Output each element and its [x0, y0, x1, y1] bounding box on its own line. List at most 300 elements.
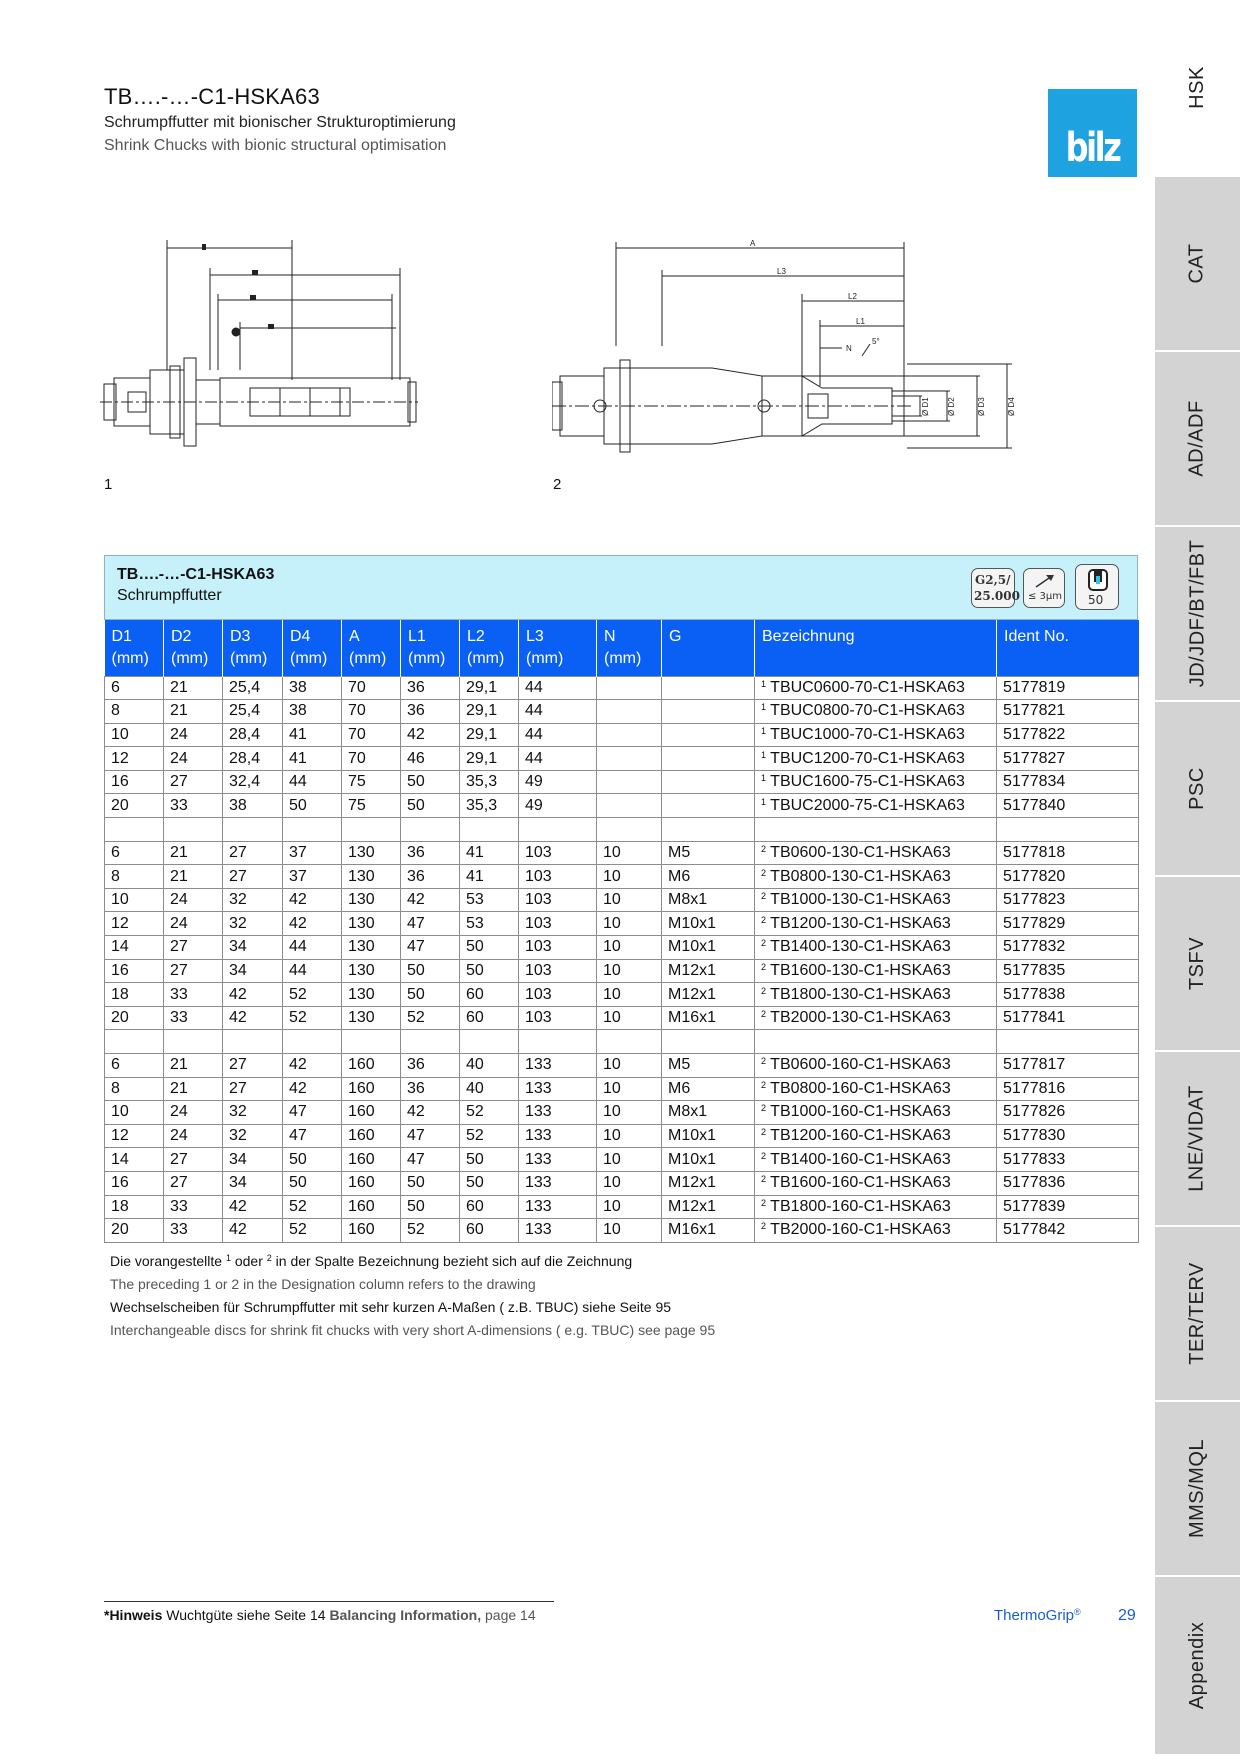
figure-1-label: 1 — [104, 476, 113, 493]
table-cell: 60 — [460, 1006, 519, 1030]
technical-drawing-1 — [100, 230, 420, 480]
table-cell — [283, 818, 342, 842]
table-cell: 60 — [460, 1219, 519, 1243]
table-cell: 5177836 — [997, 1171, 1139, 1195]
note-discs-de: Wechselscheiben für Schrumpffutter mit sehr kurzen A-Maßen ( z.B. TBUC) siehe Seite 95 — [110, 1299, 672, 1315]
table-cell: M8x1 — [662, 1101, 755, 1125]
table-cell — [597, 700, 662, 724]
table-cell: 130 — [342, 959, 401, 983]
table-cell: 53 — [460, 912, 519, 936]
table-cell: 10 — [105, 723, 164, 747]
table-cell: 70 — [342, 676, 401, 700]
footer-hint: *Hinweis Wuchtgüte siehe Seite 14 Balancing Information, page 14 — [104, 1607, 536, 1623]
table-caption — [104, 555, 1138, 620]
table-cell: 50 — [460, 936, 519, 960]
table-cell: $^2$ TB1800-160-C1-HSKA63 — [755, 1195, 997, 1219]
table-cell: 5177829 — [997, 912, 1139, 936]
table-cell: 46 — [401, 747, 460, 771]
table-cell: 28,4 — [223, 747, 283, 771]
dim-label-n: N — [846, 344, 852, 353]
table-cell — [662, 723, 755, 747]
table-cell: 38 — [283, 700, 342, 724]
dim-label-d2: Ø D2 — [947, 397, 956, 416]
note-discs-en: Interchangeable discs for shrink fit chucks with very short A-dimensions ( e.g. TBUC) see page 95 — [110, 1322, 716, 1338]
table-cell: 27 — [223, 1054, 283, 1078]
table-cell: 36 — [401, 865, 460, 889]
table-cell: 12 — [105, 747, 164, 771]
table-row — [105, 676, 1139, 700]
table-cell: 34 — [223, 959, 283, 983]
table-cell: 21 — [164, 841, 223, 865]
table-cell: 29,1 — [460, 747, 519, 771]
table-cell — [662, 1030, 755, 1054]
table-row — [105, 818, 1139, 842]
table-cell: 10 — [597, 1006, 662, 1030]
table-cell: 27 — [223, 1077, 283, 1101]
table-cell: 44 — [519, 676, 597, 700]
table-cell: 160 — [342, 1219, 401, 1243]
table-row — [105, 912, 1139, 936]
table-row — [105, 1124, 1139, 1148]
table-cell: 50 — [401, 1195, 460, 1219]
table-cell: 52 — [460, 1101, 519, 1125]
table-cell: 52 — [283, 1195, 342, 1219]
table-cell: 38 — [283, 676, 342, 700]
table-cell: 70 — [342, 700, 401, 724]
table-cell: 29,1 — [460, 723, 519, 747]
table-cell: 53 — [460, 888, 519, 912]
table-cell: 10 — [597, 959, 662, 983]
table-cell: 36 — [401, 841, 460, 865]
table-cell: 32 — [223, 1124, 283, 1148]
table-cell: 42 — [223, 1195, 283, 1219]
table-cell: 5177826 — [997, 1101, 1139, 1125]
table-cell: 6 — [105, 841, 164, 865]
table-cell: 42 — [283, 1054, 342, 1078]
table-cell: 12 — [105, 1124, 164, 1148]
table-cell: 10 — [597, 912, 662, 936]
table-cell: 50 — [460, 959, 519, 983]
column-header: D1 (mm) — [105, 620, 164, 676]
side-tab-bar — [1155, 0, 1240, 1754]
table-cell: 50 — [283, 794, 342, 818]
tab-ad-adf[interactable]: AD/ADF — [1155, 352, 1240, 525]
table-cell: M12x1 — [662, 1171, 755, 1195]
tab-appendix[interactable]: Appendix — [1155, 1577, 1240, 1754]
table-cell: 14 — [105, 1148, 164, 1172]
table-cell: $^2$ TB1600-130-C1-HSKA63 — [755, 959, 997, 983]
table-row — [105, 1219, 1139, 1243]
table-cell: 24 — [164, 912, 223, 936]
tab-tsfv[interactable]: TSFV — [1155, 877, 1240, 1050]
table-cell: M12x1 — [662, 983, 755, 1007]
table-cell: 50 — [283, 1171, 342, 1195]
table-cell: $^1$ TBUC1600-75-C1-HSKA63 — [755, 770, 997, 794]
dim-label-angle: 5° — [872, 337, 880, 346]
tab-cat[interactable]: CAT — [1155, 177, 1240, 350]
table-cell: 36 — [401, 1054, 460, 1078]
table-cell: 29,1 — [460, 676, 519, 700]
table-cell: 34 — [223, 1171, 283, 1195]
table-cell — [662, 770, 755, 794]
table-cell: 14 — [105, 936, 164, 960]
table-cell: 40 — [460, 1077, 519, 1101]
table-cell: 50 — [283, 1148, 342, 1172]
table-cell: 133 — [519, 1148, 597, 1172]
table-cell: 20 — [105, 1006, 164, 1030]
technical-drawing-2 — [552, 236, 1022, 476]
table-cell: 5177830 — [997, 1124, 1139, 1148]
table-cell: 10 — [597, 1101, 662, 1125]
table-cell: 32 — [223, 1101, 283, 1125]
table-cell — [997, 1030, 1139, 1054]
table-row — [105, 747, 1139, 771]
table-cell: 27 — [164, 770, 223, 794]
table-cell: 5177818 — [997, 841, 1139, 865]
page-title: TB….-…-C1-HSKA63 — [104, 84, 320, 109]
table-cell: 32,4 — [223, 770, 283, 794]
table-cell: 33 — [164, 1006, 223, 1030]
brand-name: ThermoGrip® — [994, 1607, 1081, 1624]
table-cell: 75 — [342, 794, 401, 818]
table-cell: 5177816 — [997, 1077, 1139, 1101]
table-cell: 50 — [401, 983, 460, 1007]
table-cell: $^2$ TB1000-160-C1-HSKA63 — [755, 1101, 997, 1125]
table-cell: 33 — [164, 983, 223, 1007]
table-cell: $^2$ TB0800-130-C1-HSKA63 — [755, 865, 997, 889]
table-cell: 47 — [401, 1124, 460, 1148]
figure-2-label: 2 — [553, 476, 562, 493]
bilz-logo — [1048, 89, 1137, 177]
table-cell: M10x1 — [662, 912, 755, 936]
table-row — [105, 1006, 1139, 1030]
table-cell: 24 — [164, 1101, 223, 1125]
table-cell: 38 — [223, 794, 283, 818]
table-cell: 133 — [519, 1124, 597, 1148]
table-cell: 35,3 — [460, 770, 519, 794]
table-cell — [342, 818, 401, 842]
note-drawing-reference-de: Die vorangestellte $^1$ oder $^2$ in der Spalte Bezeichnung bezieht sich auf die Zeichnung — [110, 1253, 633, 1269]
dim-label-a: A — [750, 239, 756, 248]
table-cell: M12x1 — [662, 959, 755, 983]
table-cell: 103 — [519, 1006, 597, 1030]
table-cell — [460, 818, 519, 842]
column-header: Ident No. — [997, 620, 1139, 676]
table-cell: 10 — [597, 936, 662, 960]
table-cell: $^2$ TB1200-160-C1-HSKA63 — [755, 1124, 997, 1148]
tab-lne-vidat[interactable]: LNE/VIDAT — [1155, 1052, 1240, 1225]
table-cell: 160 — [342, 1124, 401, 1148]
pack-count-badge: 50 — [1075, 564, 1119, 610]
table-cell: 130 — [342, 983, 401, 1007]
table-cell — [342, 1030, 401, 1054]
table-cell: M6 — [662, 865, 755, 889]
table-cell: 60 — [460, 1195, 519, 1219]
table-cell: 42 — [401, 888, 460, 912]
tool-holder-icon — [1087, 568, 1109, 592]
table-cell — [997, 818, 1139, 842]
table-cell: 16 — [105, 770, 164, 794]
table-cell: 44 — [283, 770, 342, 794]
table-cell: 32 — [223, 912, 283, 936]
table-cell: 16 — [105, 959, 164, 983]
table-cell: 10 — [597, 888, 662, 912]
table-cell: 50 — [401, 794, 460, 818]
table-cell: 10 — [105, 1101, 164, 1125]
table-cell: 42 — [223, 1219, 283, 1243]
column-header: G — [662, 620, 755, 676]
page-number: 29 — [1118, 1607, 1136, 1624]
table-cell: 160 — [342, 1101, 401, 1125]
table-cell — [662, 794, 755, 818]
table-cell: 50 — [401, 770, 460, 794]
table-cell: 5177834 — [997, 770, 1139, 794]
table-cell: 47 — [401, 1148, 460, 1172]
table-cell: 49 — [519, 770, 597, 794]
table-row — [105, 770, 1139, 794]
table-cell: 29,1 — [460, 700, 519, 724]
table-cell: M6 — [662, 1077, 755, 1101]
table-cell: $^2$ TB0600-130-C1-HSKA63 — [755, 841, 997, 865]
table-cell: M12x1 — [662, 1195, 755, 1219]
table-cell — [519, 818, 597, 842]
table-cell: 28,4 — [223, 723, 283, 747]
table-cell — [401, 818, 460, 842]
table-cell: 10 — [597, 1219, 662, 1243]
table-cell: 24 — [164, 747, 223, 771]
table-cell: 52 — [283, 1219, 342, 1243]
column-header: A (mm) — [342, 620, 401, 676]
table-cell — [662, 747, 755, 771]
table-cell — [597, 770, 662, 794]
table-cell: 5177819 — [997, 676, 1139, 700]
tab-jd-jdf-bt-fbt[interactable]: JD/JDF/BT/FBT — [1155, 527, 1240, 700]
table-cell: 50 — [460, 1148, 519, 1172]
table-cell: 21 — [164, 1077, 223, 1101]
table-cell: 18 — [105, 1195, 164, 1219]
table-cell: 5177827 — [997, 747, 1139, 771]
table-cell — [223, 1030, 283, 1054]
table-cell: 44 — [519, 700, 597, 724]
table-cell: 40 — [460, 1054, 519, 1078]
table-row — [105, 841, 1139, 865]
table-cell: 50 — [401, 1171, 460, 1195]
table-cell: 52 — [460, 1124, 519, 1148]
table-cell: 5177842 — [997, 1219, 1139, 1243]
table-cell: 5177841 — [997, 1006, 1139, 1030]
table-cell: 160 — [342, 1054, 401, 1078]
table-cell: 5177832 — [997, 936, 1139, 960]
table-cell — [597, 1030, 662, 1054]
table-cell: 5177840 — [997, 794, 1139, 818]
table-cell: 70 — [342, 747, 401, 771]
table-cell: 25,4 — [223, 676, 283, 700]
table-cell: 25,4 — [223, 700, 283, 724]
tab-ter-terv[interactable]: TER/TERV — [1155, 1227, 1240, 1400]
table-cell: 133 — [519, 1077, 597, 1101]
table-cell: 5177817 — [997, 1054, 1139, 1078]
table-cell: 103 — [519, 959, 597, 983]
table-cell: 27 — [164, 959, 223, 983]
table-cell: 27 — [223, 865, 283, 889]
table-cell: $^2$ TB1200-130-C1-HSKA63 — [755, 912, 997, 936]
table-row — [105, 700, 1139, 724]
table-cell — [597, 723, 662, 747]
table-cell: 160 — [342, 1171, 401, 1195]
table-cell: $^1$ TBUC1200-70-C1-HSKA63 — [755, 747, 997, 771]
table-cell: 6 — [105, 1054, 164, 1078]
table-cell — [460, 1030, 519, 1054]
runout-badge: ≤ 3µm — [1023, 568, 1065, 608]
table-cell: 42 — [223, 983, 283, 1007]
table-cell: 41 — [460, 865, 519, 889]
table-cell: 44 — [283, 936, 342, 960]
table-cell: $^1$ TBUC0800-70-C1-HSKA63 — [755, 700, 997, 724]
tab-hsk[interactable]: HSK — [1155, 0, 1240, 175]
table-cell: 103 — [519, 888, 597, 912]
table-cell: 50 — [401, 959, 460, 983]
table-cell: 24 — [164, 1124, 223, 1148]
table-row — [105, 1171, 1139, 1195]
tab-mms-mql[interactable]: MMS/MQL — [1155, 1402, 1240, 1575]
table-cell — [519, 1030, 597, 1054]
table-cell: M10x1 — [662, 936, 755, 960]
table-row — [105, 1030, 1139, 1054]
column-header: D3 (mm) — [223, 620, 283, 676]
table-cell: 52 — [401, 1006, 460, 1030]
table-subtitle: Schrumpffutter — [117, 587, 222, 604]
table-cell: 27 — [164, 1171, 223, 1195]
table-cell: 52 — [401, 1219, 460, 1243]
table-cell: 21 — [164, 865, 223, 889]
table-cell: 27 — [223, 841, 283, 865]
column-header: L3 (mm) — [519, 620, 597, 676]
table-cell: 5177823 — [997, 888, 1139, 912]
table-cell — [597, 747, 662, 771]
column-header: N (mm) — [597, 620, 662, 676]
table-cell: 12 — [105, 912, 164, 936]
table-row — [105, 865, 1139, 889]
table-cell: $^2$ TB1800-130-C1-HSKA63 — [755, 983, 997, 1007]
table-cell: 133 — [519, 1101, 597, 1125]
table-cell: 133 — [519, 1195, 597, 1219]
table-cell: 47 — [283, 1101, 342, 1125]
table-cell: 21 — [164, 700, 223, 724]
table-cell: 130 — [342, 865, 401, 889]
table-cell: 5177821 — [997, 700, 1139, 724]
dim-label-d3: Ø D3 — [977, 397, 986, 416]
table-cell — [755, 1030, 997, 1054]
table-cell — [662, 818, 755, 842]
table-cell: 133 — [519, 1171, 597, 1195]
table-cell: 37 — [283, 865, 342, 889]
table-cell: 130 — [342, 841, 401, 865]
table-cell — [755, 818, 997, 842]
footer-rule — [104, 1601, 554, 1602]
table-row — [105, 1054, 1139, 1078]
table-cell: 21 — [164, 1054, 223, 1078]
table-row — [105, 983, 1139, 1007]
table-cell: 130 — [342, 912, 401, 936]
table-cell: 103 — [519, 841, 597, 865]
table-cell: 33 — [164, 794, 223, 818]
table-row — [105, 936, 1139, 960]
table-cell: 10 — [597, 983, 662, 1007]
table-cell: 42 — [283, 888, 342, 912]
column-header: D2 (mm) — [164, 620, 223, 676]
table-cell: $^2$ TB0600-160-C1-HSKA63 — [755, 1054, 997, 1078]
table-cell — [223, 818, 283, 842]
table-cell: $^2$ TB1000-130-C1-HSKA63 — [755, 888, 997, 912]
table-row — [105, 959, 1139, 983]
table-cell — [597, 818, 662, 842]
table-cell: 41 — [283, 747, 342, 771]
table-cell: 70 — [342, 723, 401, 747]
table-cell — [105, 1030, 164, 1054]
table-cell — [164, 818, 223, 842]
column-header: D4 (mm) — [283, 620, 342, 676]
table-cell: 133 — [519, 1219, 597, 1243]
table-cell: 36 — [401, 700, 460, 724]
table-cell: $^2$ TB1400-160-C1-HSKA63 — [755, 1148, 997, 1172]
dim-label-d4: Ø D4 — [1007, 397, 1016, 416]
table-cell: $^2$ TB2000-160-C1-HSKA63 — [755, 1219, 997, 1243]
table-cell: 47 — [283, 1124, 342, 1148]
table-cell: 21 — [164, 676, 223, 700]
table-cell: 47 — [401, 936, 460, 960]
dim-label-l2: L2 — [848, 292, 857, 301]
subtitle-en: Shrink Chucks with bionic structural optimisation — [104, 137, 447, 154]
table-cell: 103 — [519, 865, 597, 889]
table-row — [105, 723, 1139, 747]
table-row — [105, 1077, 1139, 1101]
tab-psc[interactable]: PSC — [1155, 702, 1240, 875]
table-cell: 160 — [342, 1077, 401, 1101]
table-cell — [597, 676, 662, 700]
table-cell: $^1$ TBUC2000-75-C1-HSKA63 — [755, 794, 997, 818]
table-cell: $^2$ TB2000-130-C1-HSKA63 — [755, 1006, 997, 1030]
table-cell: 20 — [105, 1219, 164, 1243]
table-cell: 27 — [164, 1148, 223, 1172]
table-cell: $^2$ TB1600-160-C1-HSKA63 — [755, 1171, 997, 1195]
table-cell: 5177838 — [997, 983, 1139, 1007]
table-cell: M5 — [662, 1054, 755, 1078]
table-cell: 10 — [597, 1124, 662, 1148]
table-cell — [662, 676, 755, 700]
table-cell: 130 — [342, 1006, 401, 1030]
table-row — [105, 1195, 1139, 1219]
table-row — [105, 1101, 1139, 1125]
table-cell: 24 — [164, 723, 223, 747]
dim-label-l3: L3 — [777, 267, 786, 276]
table-cell: 8 — [105, 700, 164, 724]
table-cell: M10x1 — [662, 1124, 755, 1148]
table-cell: 10 — [597, 1054, 662, 1078]
table-cell: 75 — [342, 770, 401, 794]
table-cell: 50 — [460, 1171, 519, 1195]
dimension-table — [104, 620, 1139, 1243]
table-row — [105, 888, 1139, 912]
table-cell: $^1$ TBUC1000-70-C1-HSKA63 — [755, 723, 997, 747]
table-cell: 5177822 — [997, 723, 1139, 747]
table-cell: 5177835 — [997, 959, 1139, 983]
table-cell: M10x1 — [662, 1148, 755, 1172]
table-cell: 36 — [401, 1077, 460, 1101]
table-cell: 5177839 — [997, 1195, 1139, 1219]
table-cell: 34 — [223, 936, 283, 960]
table-cell — [105, 818, 164, 842]
table-cell: $^1$ TBUC0600-70-C1-HSKA63 — [755, 676, 997, 700]
